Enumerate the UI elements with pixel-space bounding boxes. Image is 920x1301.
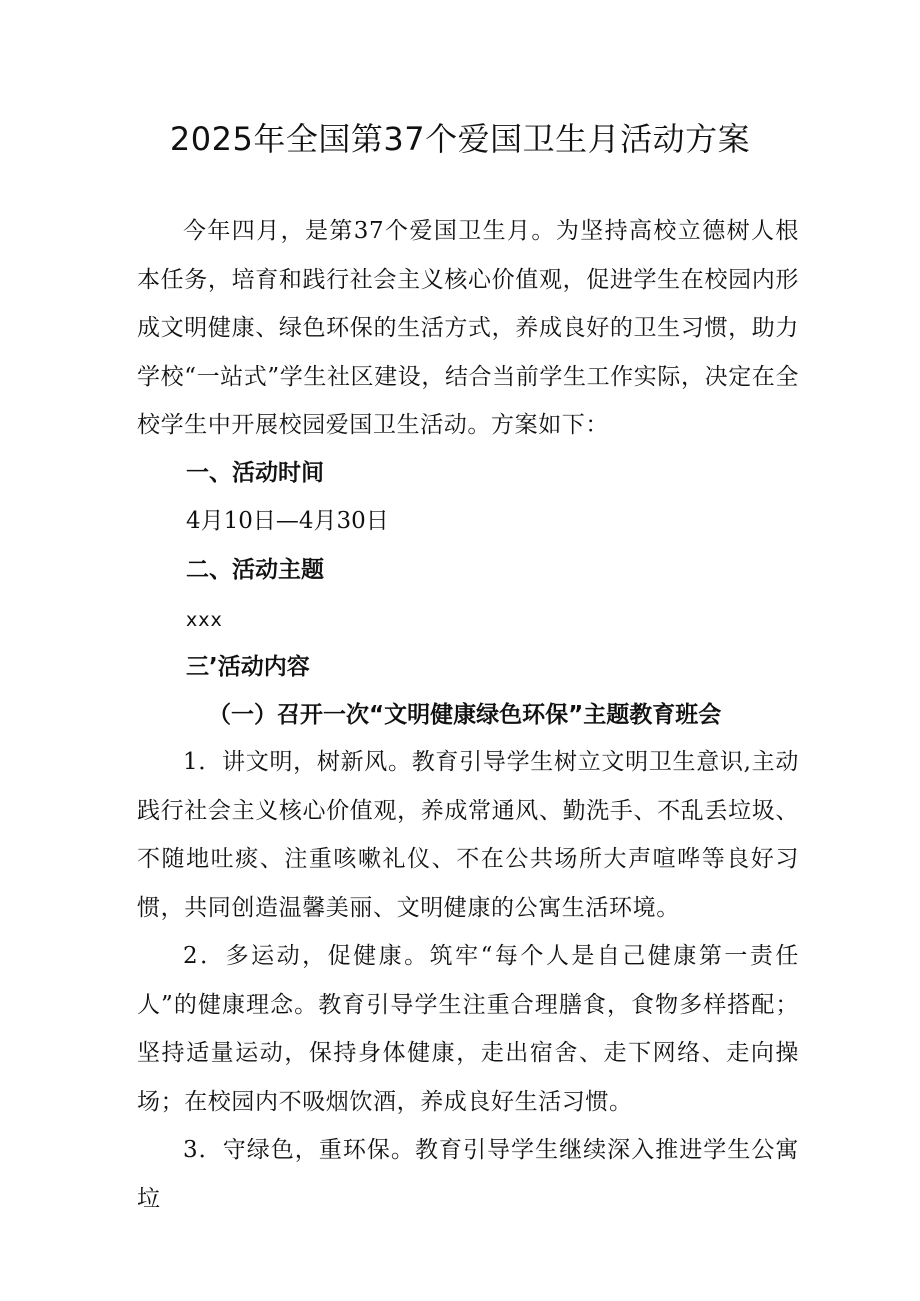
section-heading-content: 三’活动内容 [186, 654, 310, 680]
list-item-civility: 1．讲文明，树新风。教育引导学生树立文明卫生意识,主动践行社会主义核心价值观，养成常通风、勤洗手、不乱丢垃圾、不随地吐痰、注重咳嗽礼仪、不在公共场所大声喧哗等良好习惯，共同创造温馨美丽、文明健康的公寓生活环境。 [137, 749, 799, 921]
page-title: 2025年全国第37个爱国卫生月活动方案 [169, 120, 751, 158]
section-heading-theme: 二、活动主题 [186, 557, 324, 583]
subsection-heading-class-meeting: （一）召开一次“文明健康绿色环保”主题教育班会 [208, 702, 722, 728]
section-heading-time: 一、活动时间 [186, 460, 324, 486]
list-item-exercise: 2．多运动，促健康。筑牢“每个人是自己健康第一责任人”的健康理念。教育引导学生注重合理膳食，食物多样搭配；坚持适量运动，保持身体健康，走出宿舍、走下网络、走向操场；在校园内不吸烟饮酒，养成良好生活习惯。 [137, 943, 799, 1115]
intro-paragraph: 今年四月，是第37个爱国卫生月。为坚持高校立德树人根本任务，培育和践行社会主义核心价值观，促进学生在校园内形成文明健康、绿色环保的生活方式，养成良好的卫生习惯，助力学校“一站式”学生社区建设，结合当前学生工作实际，决定在全校学生中开展校园爱国卫生活动。方案如下： [137, 218, 799, 438]
activity-theme-value: xxx [186, 609, 223, 631]
list-item-environment: 3．守绿色，重环保。教育引导学生继续深入推进学生公寓垃 [137, 1137, 799, 1212]
activity-time-value: 4月10日—4月30日 [186, 508, 389, 534]
